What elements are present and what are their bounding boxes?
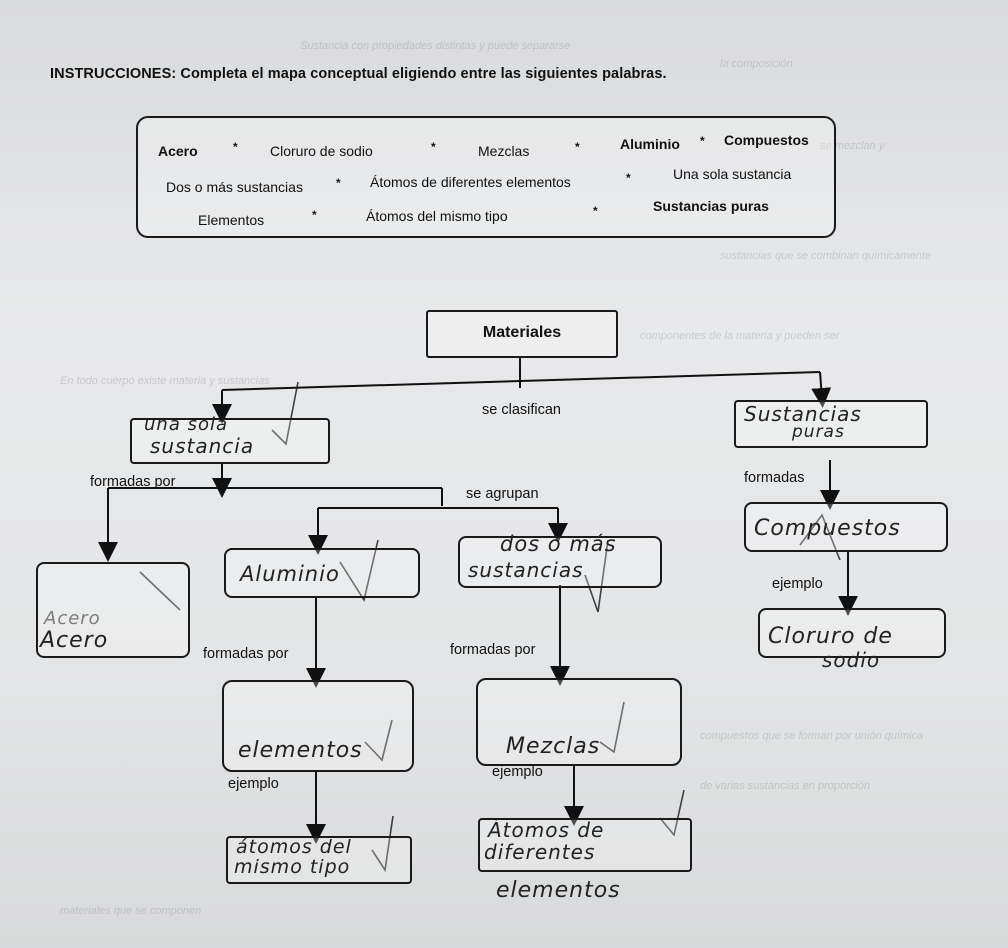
separator-star: * — [312, 208, 317, 222]
separator-star: * — [593, 204, 598, 218]
answer-box-acero[interactable] — [36, 562, 190, 658]
word-compuestos: Compuestos — [724, 132, 809, 148]
label-se-clasifican: se clasifican — [482, 402, 561, 418]
answer-box-compuestos[interactable] — [744, 502, 948, 552]
answer-text: Sustancias — [744, 402, 862, 426]
word-elementos: Elementos — [198, 212, 265, 228]
answer-text: sustancias — [468, 558, 584, 582]
separator-star: * — [431, 140, 436, 154]
answer-box-cloruro-de-sodio[interactable] — [758, 608, 946, 672]
answer-box-una-sola-sustancia[interactable] — [130, 414, 330, 464]
word-una-sola-sustancia: Una sola sustancia — [673, 166, 792, 182]
label-ejemplo-left: ejemplo — [228, 776, 279, 792]
answer-text: Mezclas — [506, 734, 601, 759]
answer-text: Acero — [40, 628, 109, 653]
label-formadas-por-mid-left: formadas por — [203, 646, 289, 662]
instructions-text: INSTRUCCIONES: Completa el mapa conceptual eligiendo entre las siguientes palabras. — [50, 66, 667, 82]
answer-text: dos o más — [500, 532, 617, 556]
word-mezclas: Mezclas — [478, 143, 530, 159]
separator-star: * — [575, 140, 580, 154]
word-cloruro-de-sodio: Cloruro de sodio — [270, 143, 373, 159]
label-ejemplo-mid: ejemplo — [492, 764, 543, 780]
label-formadas-por-left: formadas por — [90, 474, 176, 490]
word-sustancias-puras: Sustancias puras — [653, 198, 769, 214]
label-ejemplo-right: ejemplo — [772, 576, 823, 592]
answer-box-aluminio[interactable] — [224, 548, 420, 598]
word-atomos-de-diferentes-elementos: Átomos de diferentes elementos — [370, 174, 571, 190]
answer-box-atomos-diferentes[interactable] — [478, 818, 692, 872]
label-formadas-right: formadas — [744, 470, 805, 486]
answer-box-elementos[interactable] — [222, 680, 414, 772]
answer-box-mezclas[interactable] — [476, 678, 682, 766]
word-atomos-del-mismo-tipo: Átomos del mismo tipo — [366, 208, 508, 224]
answer-text: una sola — [144, 414, 228, 435]
answer-text: Cloruro de — [768, 624, 893, 649]
answer-text: puras — [792, 422, 845, 442]
answer-text: Compuestos — [754, 516, 901, 541]
separator-star: * — [626, 171, 631, 185]
separator-star: * — [336, 176, 341, 190]
answer-text: diferentes — [484, 840, 596, 864]
answer-text: sodio — [822, 648, 881, 672]
separator-star: * — [233, 140, 238, 154]
answer-text: mismo tipo — [234, 856, 351, 878]
word-aluminio: Aluminio — [620, 136, 680, 152]
answer-text: Átomos de — [488, 818, 605, 842]
label-se-agrupan: se agrupan — [466, 486, 539, 502]
answer-text: elementos — [238, 738, 363, 763]
answer-text: Acero — [44, 608, 101, 629]
answer-box-sustancias-puras[interactable] — [734, 400, 928, 448]
answer-text: sustancia — [150, 434, 255, 458]
word-dos-o-mas-sustancias: Dos o más sustancias — [166, 179, 303, 195]
answer-box-atomos-mismo-tipo[interactable] — [226, 836, 412, 884]
word-acero: Acero — [158, 143, 198, 159]
root-label: Materiales — [482, 324, 562, 341]
label-formadas-por-mid-right: formadas por — [450, 642, 536, 658]
answer-text: Aluminio — [240, 562, 340, 586]
materiales-root-box — [426, 310, 618, 358]
answer-overflow-elementos: elementos — [496, 878, 621, 903]
separator-star: * — [700, 134, 705, 148]
answer-box-dos-o-mas[interactable] — [458, 532, 662, 588]
answer-text: átomos del — [236, 836, 352, 858]
